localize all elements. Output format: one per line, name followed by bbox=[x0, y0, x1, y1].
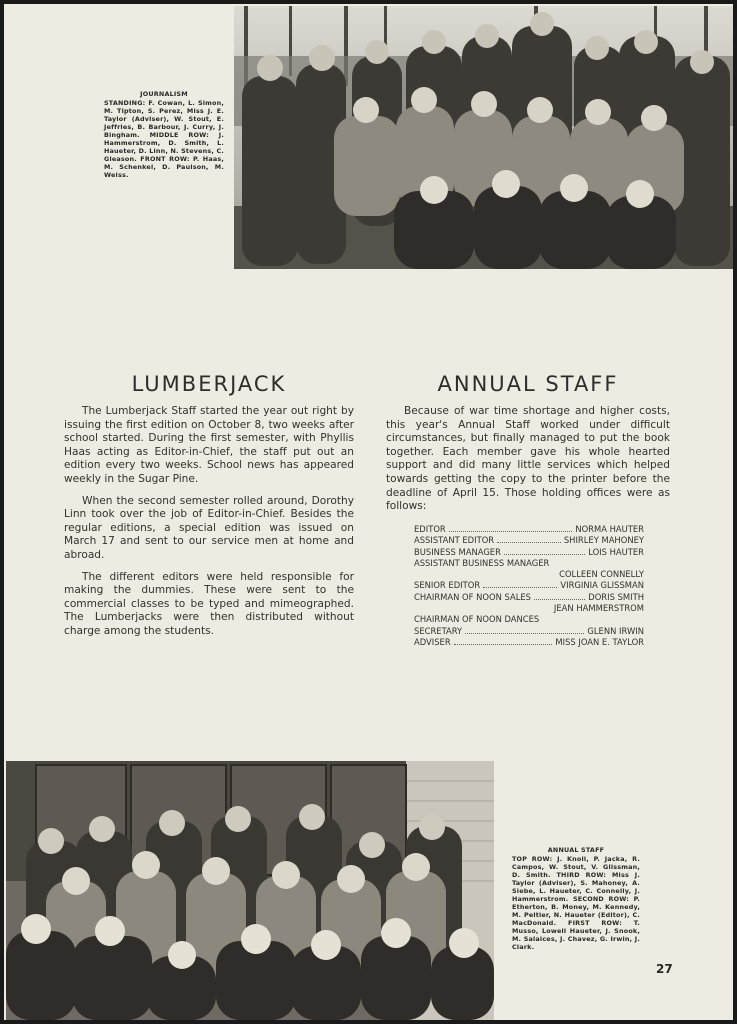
annual-staff-caption-body: TOP ROW: J. Knoll, P. Jacka, R. Campos, W. Stout, V. Glissman, D. Smith. THIRD ROW: Miss J. Taylor (Adviser), S. Mahoney, A. Siebe, L. Haueter, C. Connelly, J. Hammerstrom. SECOND ROW: P. Etherton, B. Money, M. Kennedy, M. Peltier, N. Haueter (Editor), C. MacDonald. FIRST ROW: T. Musso, Lowell Haueter, J. Snook, M. Salaices, J. Chavez, G. Irwin, J. Clark. bbox=[512, 855, 640, 951]
lumberjack-paragraph-1: The Lumberjack Staff started the year out right by issuing the first edition on October 8, two weeks after school started. During the first semester, with Phyllis Haas acting as Editor-in-Chief, the staff put out an edition every two weeks. School news has appeared weekly in the Sugar Pine. bbox=[64, 405, 354, 485]
office-row bbox=[414, 535, 644, 546]
lumberjack-body bbox=[64, 405, 354, 647]
office-holder: DORIS SMITH bbox=[588, 591, 644, 602]
office-role: CHAIRMAN OF NOON SALES bbox=[414, 591, 531, 602]
page-number: 27 bbox=[656, 962, 673, 976]
office-role: SENIOR EDITOR bbox=[414, 580, 481, 591]
office-row bbox=[414, 558, 644, 569]
annual-staff-paragraph: Because of war time shortage and higher costs, this year's Annual Staff worked under difficult circumstances, but finally managed to put the book together. Each member gave his whole hearted support and did many little services which helped towards getting the copy to the printer before the deadline of April 15. Those holding offices were as follows: bbox=[386, 405, 670, 513]
office-role: EDITOR bbox=[414, 524, 446, 534]
office-row bbox=[414, 637, 644, 648]
office-row bbox=[414, 592, 644, 603]
office-holder: MISS JOAN E. TAYLOR bbox=[555, 636, 644, 647]
office-role: ASSISTANT BUSINESS MANAGER bbox=[414, 557, 550, 568]
office-holder: JEAN HAMMERSTROM bbox=[553, 603, 644, 614]
journalism-caption-body: STANDING: F. Cowan, L. Simon, M. Tipton, S. Perez, Miss J. E. Taylor (Adviser), W. Stout, E. Jeffries, B. Barbour, J. Curry, J. Bingham. MIDDLE ROW: J. Hammerstrom, D. Smith, L. Haueter, D. Linn, N. Stevens, C. Gleason. FRONT ROW: P. Haas, M. Schenkel, D. Paulson, M. Weiss. bbox=[104, 99, 224, 179]
office-row bbox=[414, 524, 644, 535]
annual-staff-body bbox=[386, 405, 670, 522]
annual-staff-heading: ANNUAL STAFF bbox=[437, 372, 619, 396]
office-role: SECRETARY bbox=[414, 625, 463, 636]
office-role: BUSINESS MANAGER bbox=[414, 546, 501, 557]
yearbook-page bbox=[4, 4, 733, 1020]
office-row bbox=[414, 614, 644, 625]
office-row bbox=[414, 580, 644, 591]
lumberjack-heading: LUMBERJACK bbox=[131, 372, 287, 396]
lumberjack-paragraph-2: When the second semester rolled around, Dorothy Linn took over the job of Editor-in-Chief. Besides the regular editions, a special edition was issued on March 17 and sent to our service men at home and abroad. bbox=[64, 494, 354, 561]
office-holder: NORMA HAUTER bbox=[575, 524, 644, 534]
annual-staff-caption-title: ANNUAL STAFF bbox=[547, 846, 605, 854]
annual-staff-caption bbox=[512, 846, 640, 951]
office-holder: VIRGINIA GLISSMAN bbox=[560, 580, 644, 591]
office-holder: SHIRLEY MAHONEY bbox=[563, 535, 644, 546]
office-role: CHAIRMAN OF NOON DANCES bbox=[414, 614, 540, 625]
journalism-caption-title: JOURNALISM bbox=[140, 90, 188, 98]
lumberjack-paragraph-3: The different editors were held responsible for making the dummies. These were sent to the commercial classes to be typed and mimeographed. The Lumberjacks were then distributed without charge among the students. bbox=[64, 570, 354, 637]
annual-staff-group-photo bbox=[6, 761, 494, 1020]
office-row-continued bbox=[414, 569, 644, 580]
office-role: ADVISER bbox=[414, 636, 451, 647]
office-role: ASSISTANT EDITOR bbox=[414, 535, 495, 546]
journalism-group-photo bbox=[234, 6, 733, 269]
office-row bbox=[414, 626, 644, 637]
office-holder: GLENN IRWIN bbox=[587, 625, 644, 636]
office-row bbox=[414, 547, 644, 558]
office-holder: COLLEEN CONNELLY bbox=[559, 569, 644, 580]
annual-staff-offices bbox=[414, 524, 644, 648]
office-row-continued bbox=[414, 603, 644, 614]
journalism-caption bbox=[104, 90, 224, 179]
office-holder: LOIS HAUTER bbox=[588, 546, 644, 557]
